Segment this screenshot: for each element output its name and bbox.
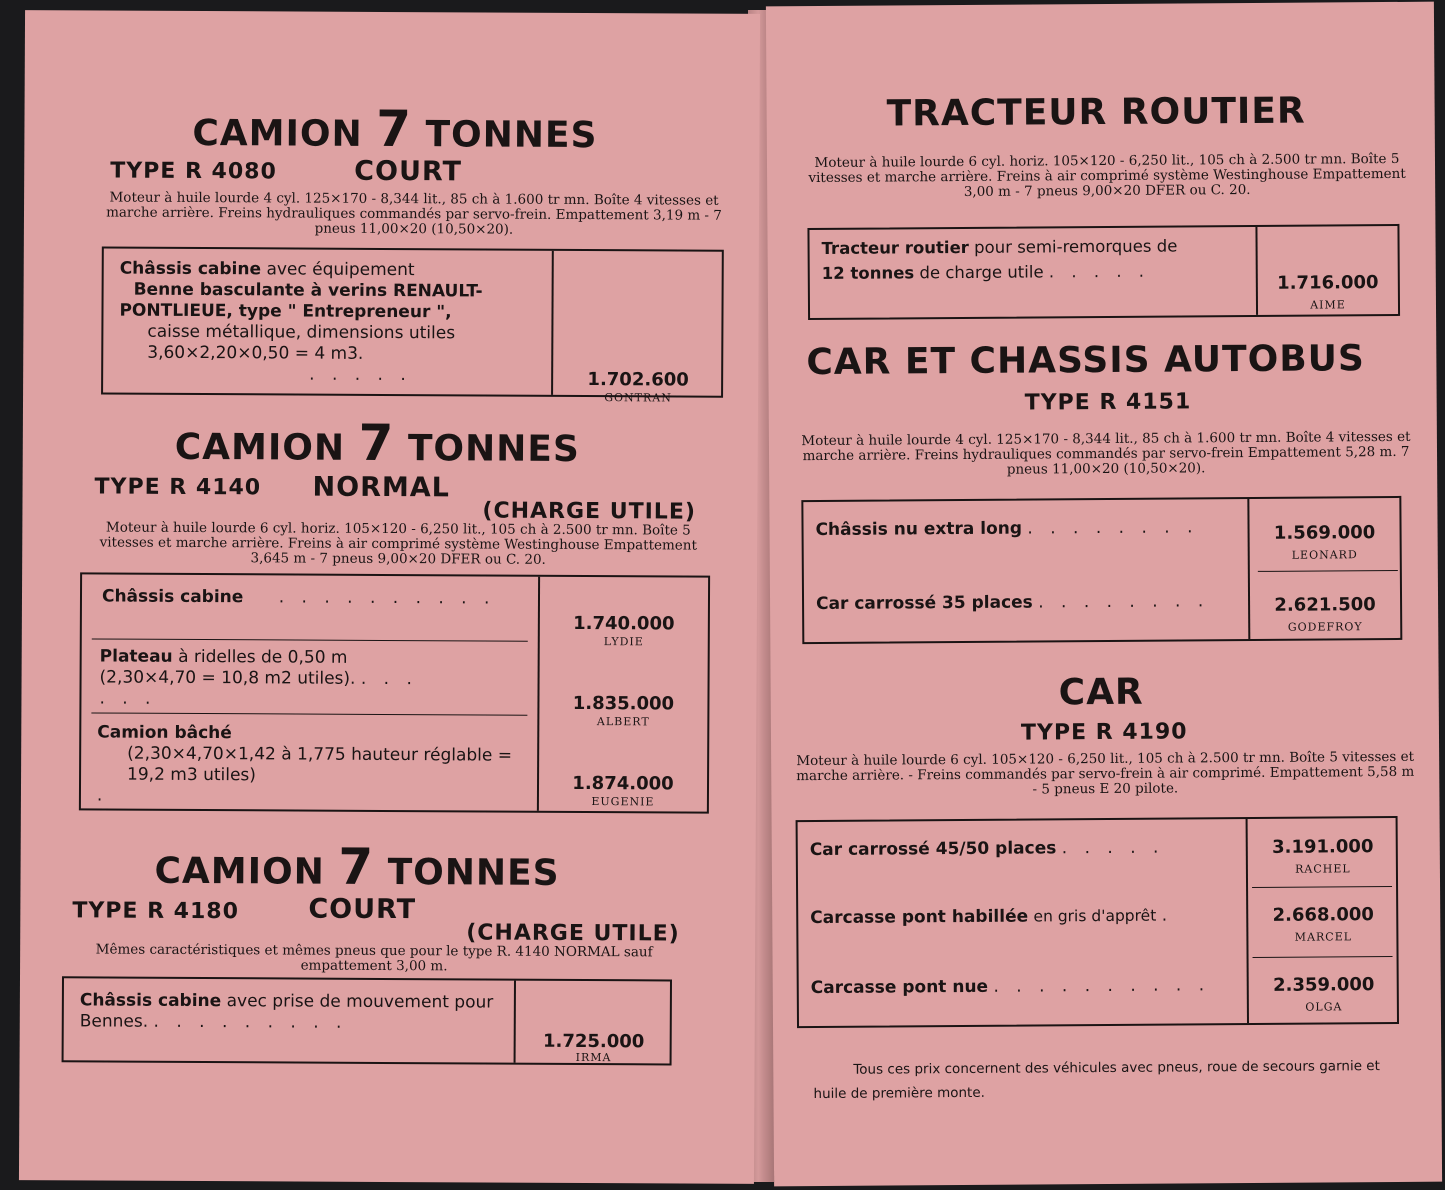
price-table bbox=[796, 816, 1399, 1028]
left-page bbox=[19, 10, 760, 1184]
item-description: Tracteur routier pour semi-remorques de 12 tonnes de charge utile . . . . . bbox=[821, 236, 1178, 283]
item-description: Car carrossé 45/50 places . . . . . bbox=[809, 837, 1165, 861]
order-code: IRMA bbox=[575, 1050, 612, 1065]
type-label: TYPE R 4190 bbox=[1020, 719, 1188, 746]
price-value: 3.191.000 bbox=[1272, 836, 1374, 858]
order-code: MARCEL bbox=[1294, 930, 1353, 944]
variant-label: COURT bbox=[308, 893, 417, 926]
price-value: 2.359.000 bbox=[1272, 974, 1375, 996]
variant-label: NORMAL bbox=[312, 471, 450, 504]
price-table bbox=[801, 496, 1402, 644]
spec-text: Moteur à huile lourde 4 cyl. 125×170 - 8,344 lit., 85 ch à 1.600 tr mn. Boîte 4 vitesses et marche arrière. Freins hydrauliques commandés par servo-frein. Empattement 3,19 m - 7 pneus 11,00×20 (10,50×20). bbox=[106, 189, 722, 238]
price-value: 1.835.000 bbox=[572, 692, 675, 715]
price-table bbox=[101, 246, 724, 405]
section-title: CAMION 7 TONNES bbox=[154, 837, 560, 896]
section-title: TRACTEUR ROUTIER bbox=[886, 90, 1306, 135]
price-value: 1.569.000 bbox=[1273, 522, 1376, 544]
order-code: LYDIE bbox=[603, 635, 644, 649]
right-page bbox=[766, 2, 1442, 1187]
price-value: 1.725.000 bbox=[542, 1030, 645, 1053]
type-label: TYPE R 4180 bbox=[72, 898, 240, 925]
price-value: 1.740.000 bbox=[573, 612, 675, 635]
price-table bbox=[62, 976, 672, 1065]
order-code: AIME bbox=[1310, 298, 1346, 312]
item-description: Châssis nu extra long . . . . . . . . bbox=[815, 517, 1199, 541]
item-description: Plateau à ridelles de 0,50 m (2,30×4,70 = 10,8 m2 utiles). . . . . . . bbox=[99, 646, 418, 709]
item-description: Carcasse pont habillée en gris d'apprêt . bbox=[810, 905, 1174, 929]
item-description: Châssis cabine avec prise de mouvement pour Bennes. . . . . . . . . . bbox=[79, 990, 494, 1033]
order-code: OLGA bbox=[1305, 1000, 1343, 1014]
spec-text: Moteur à huile lourde 6 cyl. horiz. 105×120 - 6,250 lit., 105 ch à 2.500 tr mn. Boîte 5 vitesses et marche arrière. Freins à air comprimé système Westinghouse Empattement 3,645 m - 7 pneus 9,00×20 DFER ou C. 20. bbox=[99, 519, 697, 568]
item-description: Châssis cabine avec équipement Benne basculante à verins RENAULT-PONTLIEUE, type " Entrepreneur ", caisse métallique, dimensions utiles 3,60×2,20×0,50 = 4 m3. . . . . . bbox=[119, 258, 483, 386]
price-value: 2.621.500 bbox=[1274, 594, 1376, 616]
price-table bbox=[807, 224, 1400, 320]
order-code: GODEFROY bbox=[1287, 620, 1363, 634]
order-code: GONTRAN bbox=[604, 391, 672, 405]
price-table bbox=[79, 572, 710, 813]
order-code: EUGENIE bbox=[591, 795, 655, 809]
type-label: TYPE R 4151 bbox=[1024, 389, 1192, 416]
order-code: ALBERT bbox=[596, 715, 650, 729]
price-value: 2.668.000 bbox=[1272, 904, 1374, 926]
type-label: TYPE R 4080 bbox=[110, 158, 277, 185]
item-description: Carcasse pont nue . . . . . . . . . . bbox=[810, 975, 1211, 999]
variant-label: COURT bbox=[354, 155, 462, 188]
section-title: CAMION 7 TONNES bbox=[174, 413, 580, 473]
section-title: CAR bbox=[1058, 671, 1144, 714]
price-value: 1.716.000 bbox=[1277, 272, 1379, 294]
spec-text: Moteur à huile lourde 6 cyl. horiz. 105×120 - 6,250 lit., 105 ch à 2.500 tr mn. Boîte 5 vitesses et marche arrière. Freins à air comprimé système Westinghouse Empattement 3,00 m - 7 pneus 9,00×20 DFER ou C. 20. bbox=[808, 150, 1406, 200]
order-code: RACHEL bbox=[1295, 862, 1351, 876]
variant-note: (CHARGE UTILE) bbox=[466, 920, 680, 947]
price-value: 1.702.600 bbox=[587, 369, 689, 391]
spec-text: Moteur à huile lourde 6 cyl. 105×120 - 6,250 lit., 105 ch à 2.500 tr mn. Boîte 5 vitesses et marche arrière. - Freins commandés par servo-frein à air comprimé. Empattement 5,58 m - 5 pneus E 20 pilote. bbox=[796, 748, 1415, 798]
item-description: Châssis cabine . . . . . . . . . . bbox=[101, 586, 496, 609]
section-title: CAR ET CHASSIS AUTOBUS bbox=[806, 338, 1365, 384]
spec-text: Moteur à huile lourde 4 cyl. 125×170 - 8,344 lit., 85 ch à 1.600 tr mn. Boîte 4 vitesses et marche arrière. Freins hydrauliques commandés par servo-frein Empattement 5,28 m. 7 pneus 11,00×20 (10,50×20). bbox=[801, 428, 1411, 478]
section-title: CAMION 7 TONNES bbox=[192, 99, 598, 159]
item-description: Camion bâché (2,30×4,70×1,42 à 1,775 hauteur réglable = 19,2 m3 utiles) . bbox=[96, 722, 513, 806]
item-description: Car carrossé 35 places . . . . . . . . bbox=[815, 591, 1210, 615]
order-code: LEONARD bbox=[1291, 548, 1358, 562]
price-value: 1.874.000 bbox=[572, 772, 674, 795]
spec-text: Mêmes caractéristiques et mêmes pneus que pour le type R. 4140 NORMAL sauf empattement 3,00 m. bbox=[95, 941, 653, 975]
footer-note: Tous ces prix concernent des véhicules avec pneus, roue de secours garnie et huile de première monte. bbox=[813, 1058, 1380, 1103]
variant-note: (CHARGE UTILE) bbox=[482, 498, 696, 525]
type-label: TYPE R 4140 bbox=[94, 474, 262, 501]
